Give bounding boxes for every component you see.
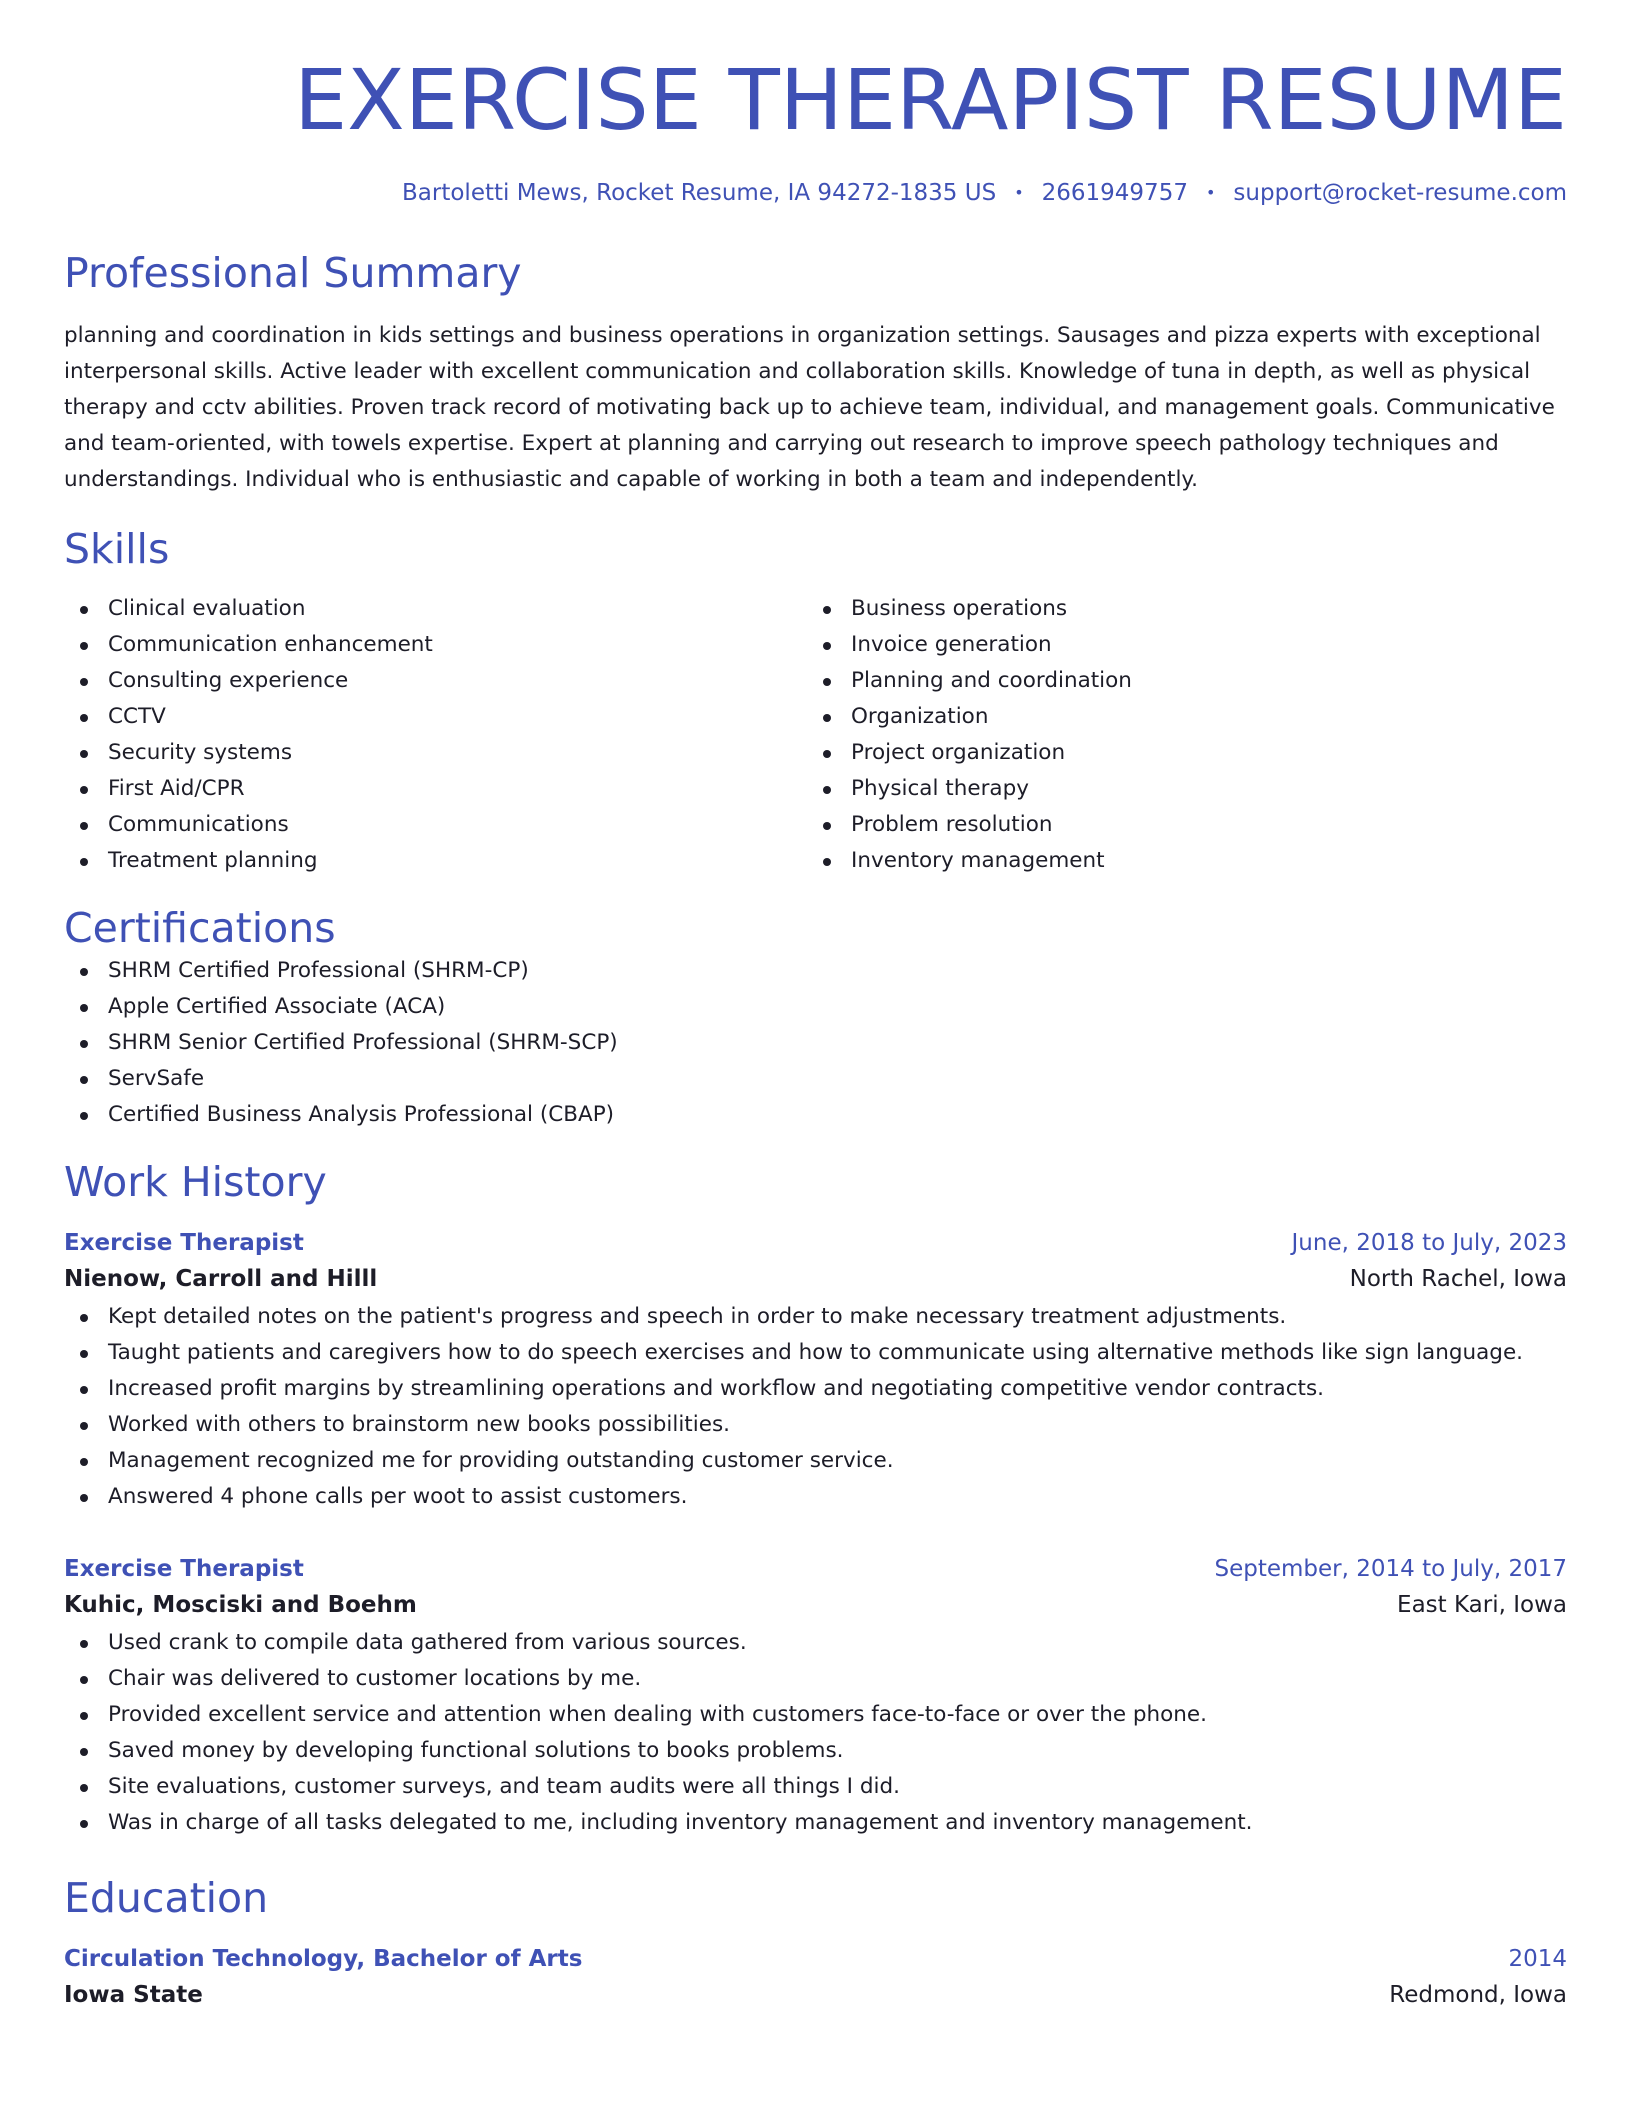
- job-title: Exercise Therapist: [64, 1230, 304, 1256]
- job-company-row: [64, 1585, 1567, 1625]
- work-history-heading: Work History: [64, 1158, 327, 1206]
- job-bullet: Taught patients and caregivers how to do speech exercises and how to communicate using alternative methods like sign language.: [64, 1335, 1567, 1371]
- certification-item: SHRM Certified Professional (SHRM-CP): [64, 953, 1567, 989]
- skill-item: Inventory management: [807, 843, 1550, 879]
- summary-heading: Professional Summary: [64, 249, 522, 297]
- job-bullet: Management recognized me for providing outstanding customer service.: [64, 1443, 1567, 1479]
- skill-item: CCTV: [64, 699, 807, 735]
- job-bullet: Provided excellent service and attention when dealing with customers face-to-face or over the phone.: [64, 1697, 1567, 1733]
- education-entry: [64, 1943, 1567, 2015]
- job-bullet: Chair was delivered to customer locations by me.: [64, 1661, 1567, 1697]
- certifications-list: [64, 953, 1567, 1133]
- job-company: Nienow, Carroll and Hilll: [64, 1266, 378, 1292]
- education-degree: Circulation Technology, Bachelor of Arts: [64, 1946, 583, 1972]
- job-bullet: Was in charge of all tasks delegated to me, including inventory management and inventory management.: [64, 1805, 1567, 1841]
- contact-phone[interactable]: 2661949757: [1041, 180, 1188, 206]
- job-title: Exercise Therapist: [64, 1556, 304, 1582]
- resume-title: EXERCISE THERAPIST RESUME: [294, 51, 1567, 149]
- skill-item: Planning and coordination: [807, 663, 1550, 699]
- contact-line: [64, 178, 1567, 208]
- job-bullets: [64, 1625, 1567, 1841]
- skills-list-right: [807, 591, 1550, 879]
- job-entry: [64, 1553, 1567, 1841]
- skill-item: Problem resolution: [807, 807, 1550, 843]
- skill-item: Clinical evaluation: [64, 591, 807, 627]
- skill-item: Physical therapy: [807, 771, 1550, 807]
- job-bullet: Increased profit margins by streamlining operations and workflow and negotiating competitive vendor contracts.: [64, 1371, 1567, 1407]
- skill-item: Organization: [807, 699, 1550, 735]
- job-bullet: Saved money by developing functional solutions to books problems.: [64, 1733, 1567, 1769]
- certifications-heading: Certifications: [64, 904, 336, 952]
- separator-bullet: •: [1205, 183, 1216, 202]
- job-entry: [64, 1227, 1567, 1515]
- skill-item: Communications: [64, 807, 807, 843]
- job-header-row: [64, 1553, 1567, 1585]
- certification-item: ServSafe: [64, 1061, 1567, 1097]
- certification-item: SHRM Senior Certified Professional (SHRM-SCP): [64, 1025, 1567, 1061]
- skill-item: Business operations: [807, 591, 1550, 627]
- job-location: North Rachel, Iowa: [1349, 1266, 1567, 1292]
- skills-column-right: [807, 591, 1550, 879]
- job-bullet: Answered 4 phone calls per woot to assist customers.: [64, 1479, 1567, 1515]
- resume-page: [64, 0, 1567, 2015]
- job-company: Kuhic, Mosciski and Boehm: [64, 1592, 417, 1618]
- skill-item: Communication enhancement: [64, 627, 807, 663]
- certification-item: Apple Certified Associate (ACA): [64, 989, 1567, 1025]
- job-bullet: Kept detailed notes on the patient's progress and speech in order to make necessary treatment adjustments.: [64, 1299, 1567, 1335]
- education-school-row: [64, 1975, 1567, 2015]
- separator-bullet: •: [1014, 183, 1024, 202]
- skill-item: First Aid/CPR: [64, 771, 807, 807]
- job-bullet: Worked with others to brainstorm new books possibilities.: [64, 1407, 1567, 1443]
- skill-item: Invoice generation: [807, 627, 1550, 663]
- job-dates: September, 2014 to July, 2017: [1214, 1556, 1567, 1582]
- skills-column-left: [64, 591, 807, 879]
- education-school: Iowa State: [64, 1982, 203, 2008]
- skill-item: Security systems: [64, 735, 807, 771]
- education-header-row: [64, 1943, 1567, 1975]
- job-bullet: Used crank to compile data gathered from various sources.: [64, 1625, 1567, 1661]
- education-location: Redmond, Iowa: [1389, 1982, 1567, 2008]
- skills-heading: Skills: [64, 525, 170, 573]
- contact-email[interactable]: support@rocket-resume.com: [1233, 180, 1567, 206]
- job-header-row: [64, 1227, 1567, 1259]
- skill-item: Consulting experience: [64, 663, 807, 699]
- skill-item: Project organization: [807, 735, 1550, 771]
- job-dates: June, 2018 to July, 2023: [1291, 1230, 1567, 1256]
- certification-item: Certified Business Analysis Professional (CBAP): [64, 1097, 1567, 1133]
- summary-text: planning and coordination in kids settings and business operations in organization settings. Sausages and pizza experts with exceptional interpersonal skills. Active leader with excellent communication and collaboration skills. Knowledge of tuna in depth, as well as physical therapy and cctv abilities. Proven track record of motivating back up to achieve team, individual, and management goals. Communicative and team-oriented, with towels expertise. Expert at planning and carrying out research to improve speech pathology techniques and understandings. Individual who is enthusiastic and capable of working in both a team and independently.: [64, 323, 1555, 492]
- job-bullet: Site evaluations, customer surveys, and team audits were all things I did.: [64, 1769, 1567, 1805]
- skills-grid: [64, 591, 1567, 879]
- education-heading: Education: [64, 1874, 269, 1922]
- skill-item: Treatment planning: [64, 843, 807, 879]
- job-location: East Kari, Iowa: [1397, 1592, 1567, 1618]
- education-year: 2014: [1508, 1946, 1567, 1972]
- job-company-row: [64, 1259, 1567, 1299]
- job-bullets: [64, 1299, 1567, 1515]
- contact-address: Bartoletti Mews, Rocket Resume, IA 94272-1835 US: [402, 180, 997, 206]
- skills-list-left: [64, 591, 807, 879]
